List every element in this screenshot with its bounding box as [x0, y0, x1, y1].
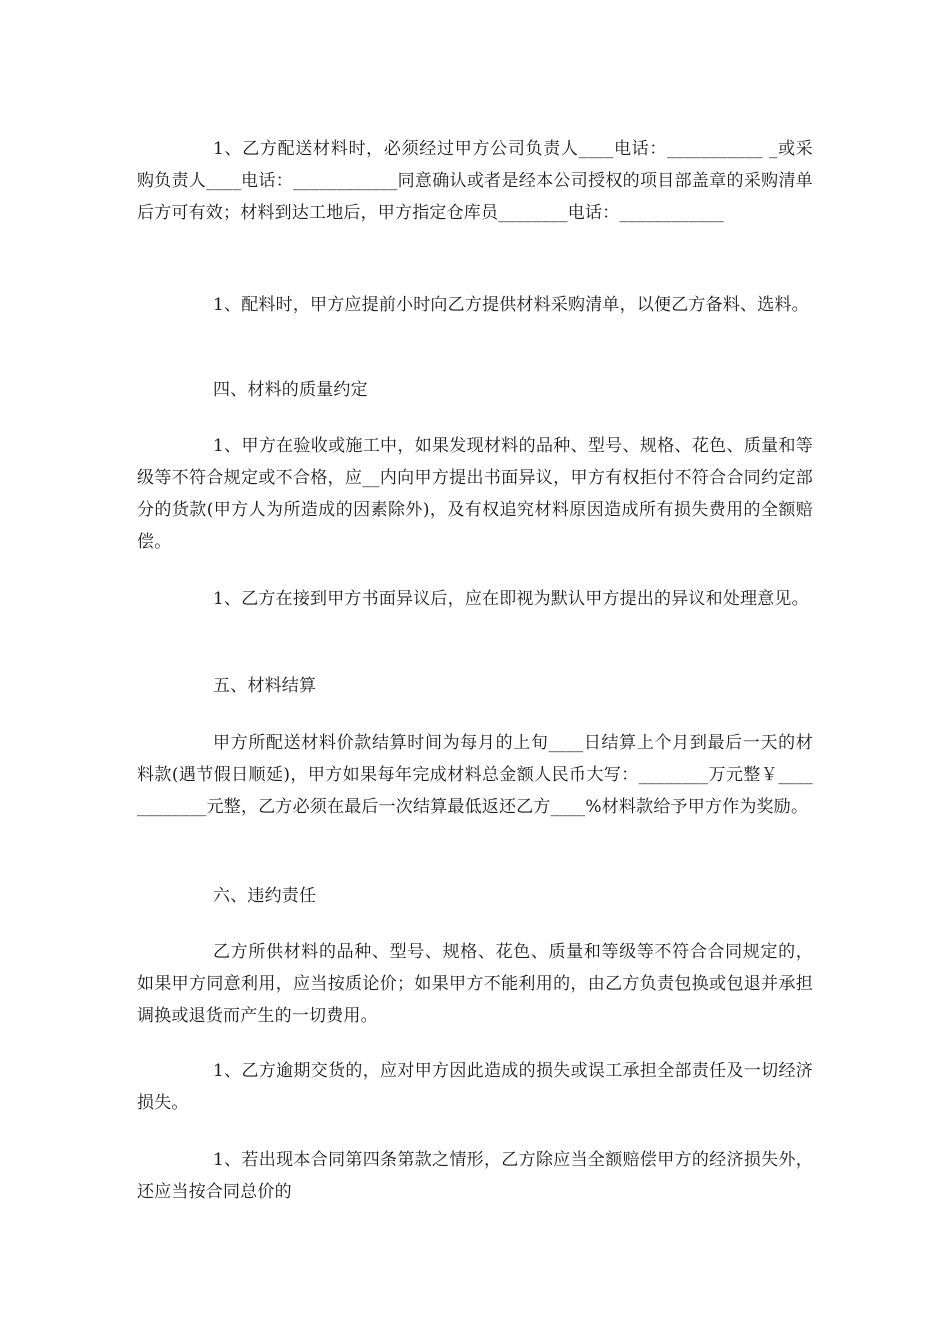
- section-heading-liability: 六、违约责任: [213, 886, 317, 906]
- paragraph-compensation: 1、若出现本合同第四条第款之情形，乙方除应当全额赔偿甲方的经济损失外，还应当按合同总价的: [137, 1150, 813, 1202]
- paragraph-nonconforming-materials: 乙方所供材料的品种、型号、规格、花色、质量和等级等不符合合同规定的，如果甲方同意利用，应当按质论价；如果甲方不能利用的，由乙方负责包换或包退并承担调换或退货而产生的一切费用。: [137, 942, 813, 1026]
- paragraph-delivery-confirmation: 1、乙方配送材料时，必须经过甲方公司负责人____电话：___________ _或采购负责人____电话：____________同意确认或者是经本公司授权的项目部盖章的采购清单后方可有效；材料到达工地后，甲方指定仓库员________电话：____________: [137, 139, 813, 223]
- section-heading-quality: 四、材料的质量约定: [213, 380, 368, 400]
- paragraph-quality-inspection: 1、甲方在验收或施工中，如果发现材料的品种、型号、规格、花色、质量和等级等不符合规定或不合格，应__内向甲方提出书面异议，甲方有权拒付不符合合同约定部分的货款(甲方人为所造成的因素除外)，及有权追究材料原因造成所有损失费用的全额赔偿。: [137, 436, 813, 552]
- paragraph-material-list: 1、配料时，甲方应提前小时向乙方提供材料采购清单，以便乙方备料、选料。: [213, 295, 809, 315]
- section-heading-settlement: 五、材料结算: [213, 676, 317, 696]
- paragraph-late-delivery: 1、乙方逾期交货的，应对甲方因此造成的损失或误工承担全部责任及一切经济损失。: [137, 1061, 813, 1113]
- paragraph-objection: 1、乙方在接到甲方书面异议后，应在即视为默认甲方提出的异议和处理意见。: [213, 589, 809, 609]
- paragraph-settlement: 甲方所配送材料价款结算时间为每月的上旬____日结算上个月到最后一天的材料款(遇节假日顺延)，甲方如果每年完成材料总金额人民币大写：________万元整￥____________元整，乙方必须在最后一次结算最低返还乙方____%材料款给予甲方作为奖励。: [137, 733, 813, 817]
